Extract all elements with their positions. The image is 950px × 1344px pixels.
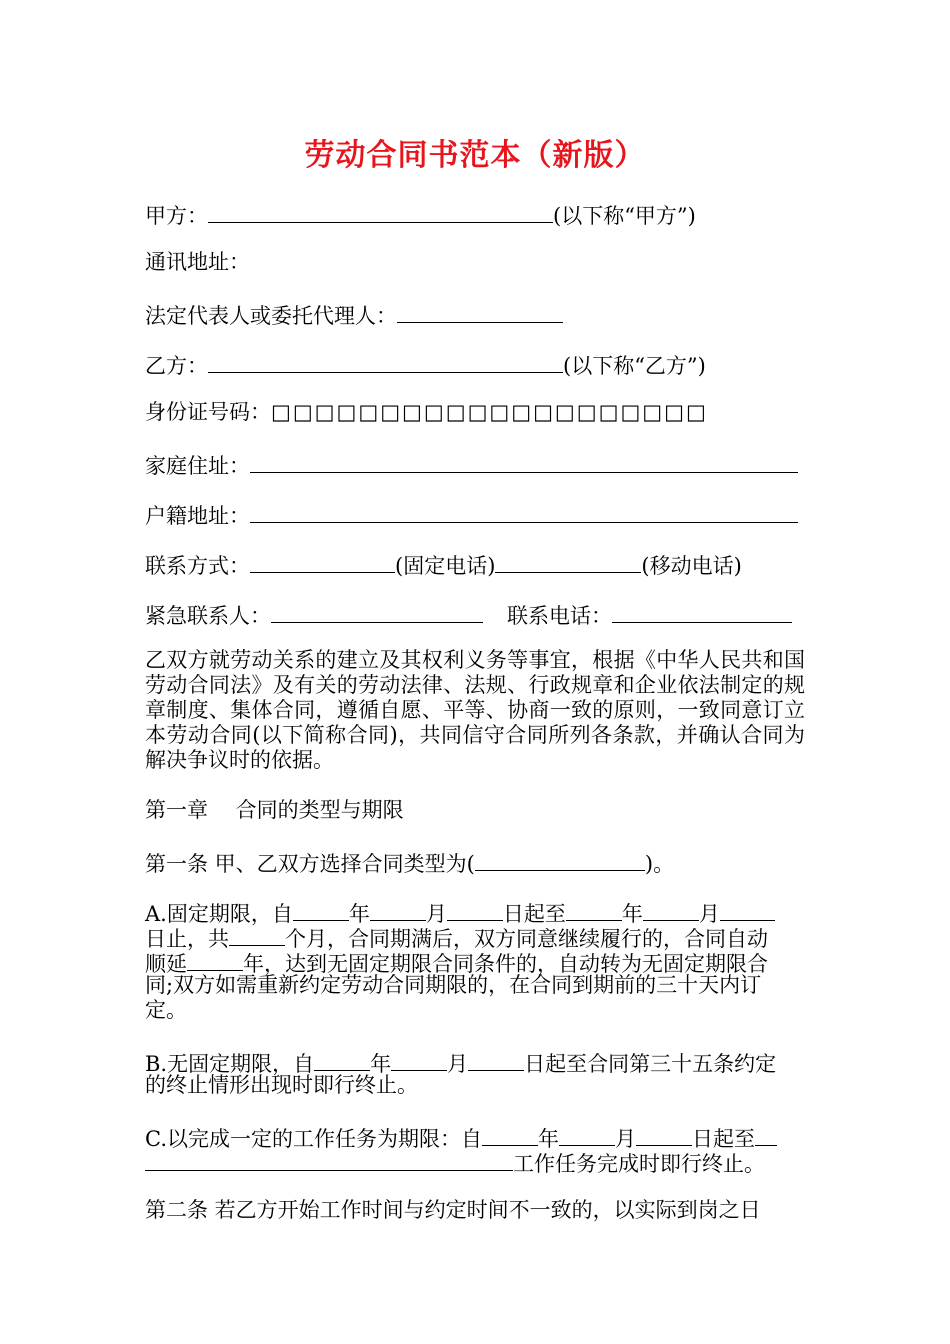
- legal-rep-line: [145, 300, 563, 329]
- option-a-text: 年，达到无固定期限合同条件的，自动转为无固定期限合: [243, 952, 768, 976]
- c-year-blank[interactable]: [482, 1123, 538, 1146]
- option-a-text: 日止，共: [145, 927, 229, 951]
- option-a-line-4: 同;双方如需重新约定劳动合同期限的，在合同到期前的三十天内订: [145, 973, 762, 997]
- option-c-text: 日起至: [692, 1127, 755, 1151]
- party-a-label: 甲方：: [145, 204, 208, 228]
- id-number-boxes[interactable]: □□□□□□□□□□□□□□□□□□□□: [271, 400, 708, 424]
- intro-paragraph: 乙双方就劳动关系的建立及其权利义务等事宜，根据《中华人民共和国劳动合同法》及有关的劳动法律、法规、行政规章和企业依法制定的规章制度、集体合同，遵循自愿、平等、协商一致的原则，一致同意订立本劳动合同(以下简称合同)，共同信守合同所列各条款，并确认合同为解决争议时的依据。: [145, 648, 805, 772]
- home-address-line: [145, 450, 798, 479]
- party-a-suffix: (以下称“甲方”): [553, 204, 696, 228]
- home-address-blank[interactable]: [250, 450, 798, 473]
- option-c-text: C.以完成一定的工作任务为期限：自: [145, 1127, 482, 1151]
- emergency-phone-label: 联系电话：: [507, 604, 612, 628]
- c-task-blank-start[interactable]: [755, 1123, 777, 1146]
- b-day-blank[interactable]: [468, 1048, 524, 1071]
- household-address-blank[interactable]: [250, 500, 798, 523]
- party-b-suffix: (以下称“乙方”): [563, 354, 706, 378]
- emergency-contact-label: 紧急联系人：: [145, 604, 271, 628]
- id-label: 身份证号码：: [145, 400, 271, 424]
- emergency-phone-blank[interactable]: [612, 600, 792, 623]
- option-b-line-2: 的终止情形出现时即行终止。: [145, 1073, 418, 1097]
- year-label: 年: [348, 902, 370, 926]
- year-label: 年: [370, 1052, 392, 1076]
- chapter-heading: 第一章 合同的类型与期限: [145, 798, 404, 822]
- article-1-prefix: 第一条 甲、乙双方选择合同类型为(: [145, 852, 475, 876]
- contact-label: 联系方式：: [145, 554, 250, 578]
- fixed-phone-blank[interactable]: [250, 550, 395, 573]
- id-line: [145, 400, 708, 425]
- mobile-phone-label: (移动电话): [641, 554, 742, 578]
- end-month-blank[interactable]: [643, 898, 699, 921]
- c-day-blank[interactable]: [636, 1123, 692, 1146]
- article-2: 第二条 若乙方开始工作时间与约定时间不一致的，以实际到岗之日: [145, 1198, 761, 1222]
- fixed-phone-label: (固定电话): [395, 554, 496, 578]
- end-day-blank[interactable]: [720, 898, 775, 921]
- option-c-line-2: [145, 1148, 765, 1177]
- month-label: 月: [698, 902, 720, 926]
- address-line: [145, 250, 250, 275]
- end-year-blank[interactable]: [566, 898, 622, 921]
- renewal-years-blank[interactable]: [187, 948, 243, 971]
- party-b-label: 乙方：: [145, 354, 208, 378]
- start-year-blank[interactable]: [293, 898, 349, 921]
- address-label: 通讯地址：: [145, 250, 250, 274]
- months-blank[interactable]: [229, 923, 285, 946]
- month-label: 月: [447, 1052, 469, 1076]
- b-year-blank[interactable]: [314, 1048, 370, 1071]
- year-label: 年: [538, 1127, 559, 1151]
- option-a-text: 顺延: [145, 952, 187, 976]
- home-address-label: 家庭住址：: [145, 454, 250, 478]
- article-1-suffix: )。: [644, 852, 675, 876]
- option-b-text: 日起至合同第三十五条约定: [524, 1052, 777, 1076]
- document-title: 劳动合同书范本（新版）: [304, 138, 646, 173]
- emergency-line: [145, 600, 792, 629]
- emergency-contact-blank[interactable]: [271, 600, 483, 623]
- contact-line: [145, 550, 742, 579]
- option-a-text: 个月，合同期满后，双方同意继续履行的，合同自动: [285, 927, 768, 951]
- party-b-blank[interactable]: [208, 350, 563, 373]
- b-month-blank[interactable]: [391, 1048, 447, 1071]
- household-address-line: [145, 500, 798, 529]
- start-day-blank[interactable]: [447, 898, 503, 921]
- year-label: 年: [621, 902, 643, 926]
- party-a-line: [145, 200, 696, 229]
- month-label: 月: [615, 1127, 636, 1151]
- day-to-label: 日起至: [502, 902, 566, 926]
- c-task-blank[interactable]: [145, 1148, 513, 1171]
- c-month-blank[interactable]: [559, 1123, 615, 1146]
- household-address-label: 户籍地址：: [145, 504, 250, 528]
- mobile-phone-blank[interactable]: [495, 550, 641, 573]
- legal-rep-label: 法定代表人或委托代理人：: [145, 304, 397, 328]
- month-label: 月: [425, 902, 447, 926]
- start-month-blank[interactable]: [370, 898, 426, 921]
- contract-type-blank[interactable]: [475, 848, 645, 871]
- legal-rep-blank[interactable]: [397, 300, 563, 323]
- article-1: [145, 848, 674, 877]
- party-b-line: [145, 350, 706, 379]
- option-c-text: 工作任务完成时即行终止。: [513, 1152, 765, 1176]
- option-a-line-5: 定。: [145, 998, 187, 1022]
- option-a-text: A.固定期限，自: [145, 902, 293, 926]
- option-b-text: B.无固定期限，自: [145, 1052, 315, 1076]
- party-a-blank[interactable]: [208, 200, 553, 223]
